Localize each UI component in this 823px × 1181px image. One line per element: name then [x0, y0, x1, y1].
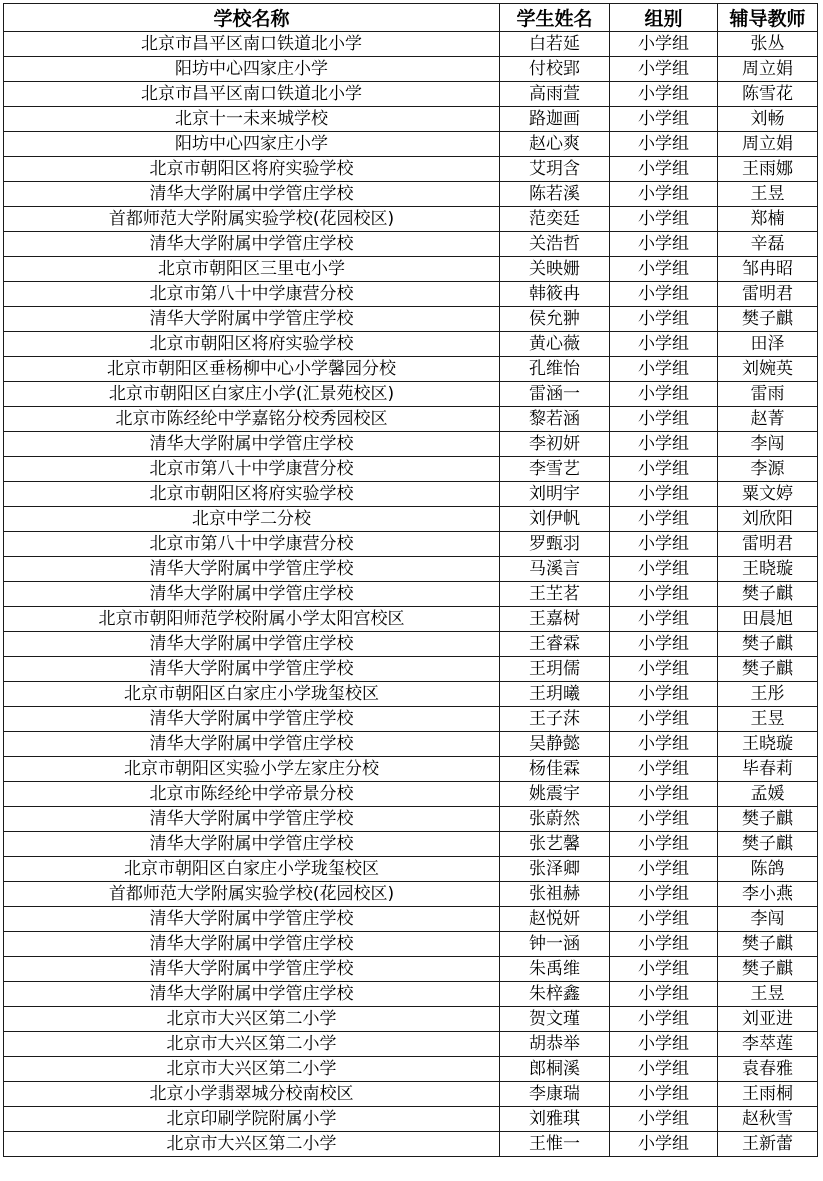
teacher-cell: 孟媛 [718, 782, 818, 807]
table-row [4, 832, 818, 857]
teacher-cell: 毕春莉 [718, 757, 818, 782]
table-row [4, 282, 818, 307]
teacher-cell: 王晓璇 [718, 557, 818, 582]
student-name-cell: 路迦画 [500, 107, 610, 132]
school-name-cell: 清华大学附属中学管庄学校 [4, 657, 500, 682]
school-name-cell: 北京市朝阳师范学校附属小学太阳宫校区 [4, 607, 500, 632]
student-name-cell: 雷涵一 [500, 382, 610, 407]
school-name-cell: 北京市昌平区南口铁道北小学 [4, 82, 500, 107]
table-row [4, 307, 818, 332]
student-name-cell: 赵心爽 [500, 132, 610, 157]
school-name-cell: 北京市陈经纶中学帝景分校 [4, 782, 500, 807]
table-row [4, 607, 818, 632]
teacher-cell: 樊子麒 [718, 307, 818, 332]
table-row [4, 757, 818, 782]
header-teacher: 辅导教师 [718, 4, 818, 32]
student-name-cell: 关浩哲 [500, 232, 610, 257]
school-name-cell: 北京中学二分校 [4, 507, 500, 532]
student-name-cell: 孔维怡 [500, 357, 610, 382]
header-student-name: 学生姓名 [500, 4, 610, 32]
teacher-cell: 粟文婷 [718, 482, 818, 507]
student-name-cell: 王惟一 [500, 1132, 610, 1157]
roster-table [3, 3, 818, 1157]
student-name-cell: 陈若溪 [500, 182, 610, 207]
student-name-cell: 杨佳霖 [500, 757, 610, 782]
school-name-cell: 北京市第八十中学康营分校 [4, 532, 500, 557]
group-cell: 小学组 [610, 1107, 718, 1132]
teacher-cell: 王彤 [718, 682, 818, 707]
teacher-cell: 刘畅 [718, 107, 818, 132]
table-row [4, 357, 818, 382]
school-name-cell: 北京市大兴区第二小学 [4, 1132, 500, 1157]
teacher-cell: 雷雨 [718, 382, 818, 407]
group-cell: 小学组 [610, 207, 718, 232]
group-cell: 小学组 [610, 707, 718, 732]
school-name-cell: 北京市朝阳区垂杨柳中心小学馨园分校 [4, 357, 500, 382]
group-cell: 小学组 [610, 482, 718, 507]
table-row [4, 107, 818, 132]
table-row [4, 807, 818, 832]
student-name-cell: 侯允翀 [500, 307, 610, 332]
school-name-cell: 北京市昌平区南口铁道北小学 [4, 32, 500, 57]
school-name-cell: 北京市朝阳区白家庄小学珑玺校区 [4, 682, 500, 707]
student-name-cell: 胡恭举 [500, 1032, 610, 1057]
group-cell: 小学组 [610, 532, 718, 557]
teacher-cell: 郑楠 [718, 207, 818, 232]
school-name-cell: 北京市陈经纶中学嘉铭分校秀园校区 [4, 407, 500, 432]
teacher-cell: 王昱 [718, 707, 818, 732]
school-name-cell: 北京市大兴区第二小学 [4, 1032, 500, 1057]
school-name-cell: 清华大学附属中学管庄学校 [4, 432, 500, 457]
student-name-cell: 钟一涵 [500, 932, 610, 957]
group-cell: 小学组 [610, 607, 718, 632]
group-cell: 小学组 [610, 932, 718, 957]
table-row [4, 682, 818, 707]
school-name-cell: 北京市朝阳区将府实验学校 [4, 332, 500, 357]
table-row [4, 882, 818, 907]
table-row [4, 332, 818, 357]
group-cell: 小学组 [610, 632, 718, 657]
school-name-cell: 北京市大兴区第二小学 [4, 1007, 500, 1032]
header-school-name: 学校名称 [4, 4, 500, 32]
group-cell: 小学组 [610, 82, 718, 107]
table-row [4, 1007, 818, 1032]
student-name-cell: 王子莯 [500, 707, 610, 732]
school-name-cell: 清华大学附属中学管庄学校 [4, 707, 500, 732]
student-name-cell: 罗甄羽 [500, 532, 610, 557]
student-name-cell: 艾玥含 [500, 157, 610, 182]
table-row [4, 507, 818, 532]
teacher-cell: 陈鸽 [718, 857, 818, 882]
student-name-cell: 马溪言 [500, 557, 610, 582]
teacher-cell: 雷明君 [718, 282, 818, 307]
school-name-cell: 清华大学附属中学管庄学校 [4, 907, 500, 932]
school-name-cell: 北京市第八十中学康营分校 [4, 282, 500, 307]
group-cell: 小学组 [610, 832, 718, 857]
student-name-cell: 李康瑞 [500, 1082, 610, 1107]
teacher-cell: 李闯 [718, 432, 818, 457]
student-name-cell: 赵悦妍 [500, 907, 610, 932]
school-name-cell: 阳坊中心四家庄小学 [4, 57, 500, 82]
teacher-cell: 樊子麒 [718, 657, 818, 682]
teacher-cell: 刘亚进 [718, 1007, 818, 1032]
student-name-cell: 张艺馨 [500, 832, 610, 857]
school-name-cell: 清华大学附属中学管庄学校 [4, 807, 500, 832]
group-cell: 小学组 [610, 782, 718, 807]
group-cell: 小学组 [610, 757, 718, 782]
teacher-cell: 陈雪花 [718, 82, 818, 107]
teacher-cell: 邹冉昭 [718, 257, 818, 282]
group-cell: 小学组 [610, 57, 718, 82]
group-cell: 小学组 [610, 457, 718, 482]
school-name-cell: 北京市朝阳区实验小学左家庄分校 [4, 757, 500, 782]
group-cell: 小学组 [610, 807, 718, 832]
teacher-cell: 赵秋雪 [718, 1107, 818, 1132]
table-row [4, 32, 818, 57]
student-name-cell: 黎若涵 [500, 407, 610, 432]
student-name-cell: 贺文瑾 [500, 1007, 610, 1032]
student-name-cell: 李初妍 [500, 432, 610, 457]
group-cell: 小学组 [610, 1082, 718, 1107]
teacher-cell: 樊子麒 [718, 807, 818, 832]
table-row [4, 132, 818, 157]
group-cell: 小学组 [610, 957, 718, 982]
teacher-cell: 樊子麒 [718, 832, 818, 857]
table-row [4, 982, 818, 1007]
group-cell: 小学组 [610, 682, 718, 707]
school-name-cell: 清华大学附属中学管庄学校 [4, 732, 500, 757]
table-row [4, 157, 818, 182]
header-row [4, 4, 818, 32]
student-name-cell: 韩筱冉 [500, 282, 610, 307]
table-row [4, 1132, 818, 1157]
teacher-cell: 李萃莲 [718, 1032, 818, 1057]
teacher-cell: 刘欣阳 [718, 507, 818, 532]
teacher-cell: 周立娟 [718, 132, 818, 157]
group-cell: 小学组 [610, 1007, 718, 1032]
group-cell: 小学组 [610, 32, 718, 57]
school-name-cell: 清华大学附属中学管庄学校 [4, 582, 500, 607]
student-name-cell: 吴静懿 [500, 732, 610, 757]
student-name-cell: 张泽卿 [500, 857, 610, 882]
table-row [4, 532, 818, 557]
group-cell: 小学组 [610, 982, 718, 1007]
student-name-cell: 刘伊帆 [500, 507, 610, 532]
table-body [4, 32, 818, 1157]
table-row [4, 907, 818, 932]
table-row [4, 582, 818, 607]
group-cell: 小学组 [610, 907, 718, 932]
table-row [4, 182, 818, 207]
teacher-cell: 王晓璇 [718, 732, 818, 757]
group-cell: 小学组 [610, 557, 718, 582]
school-name-cell: 北京小学翡翠城分校南校区 [4, 1082, 500, 1107]
school-name-cell: 清华大学附属中学管庄学校 [4, 932, 500, 957]
teacher-cell: 田泽 [718, 332, 818, 357]
school-name-cell: 清华大学附属中学管庄学校 [4, 307, 500, 332]
group-cell: 小学组 [610, 107, 718, 132]
school-name-cell: 首都师范大学附属实验学校(花园校区) [4, 882, 500, 907]
teacher-cell: 樊子麒 [718, 582, 818, 607]
teacher-cell: 李小燕 [718, 882, 818, 907]
teacher-cell: 刘婉英 [718, 357, 818, 382]
student-name-cell: 范奕廷 [500, 207, 610, 232]
student-name-cell: 王睿霖 [500, 632, 610, 657]
table-row [4, 257, 818, 282]
student-name-cell: 朱梓鑫 [500, 982, 610, 1007]
group-cell: 小学组 [610, 882, 718, 907]
group-cell: 小学组 [610, 657, 718, 682]
table-row [4, 207, 818, 232]
school-name-cell: 清华大学附属中学管庄学校 [4, 957, 500, 982]
school-name-cell: 清华大学附属中学管庄学校 [4, 232, 500, 257]
school-name-cell: 北京市朝阳区白家庄小学(汇景苑校区) [4, 382, 500, 407]
table-row [4, 457, 818, 482]
school-name-cell: 北京市朝阳区将府实验学校 [4, 157, 500, 182]
table-row [4, 732, 818, 757]
table-row [4, 782, 818, 807]
teacher-cell: 王雨桐 [718, 1082, 818, 1107]
table-row [4, 707, 818, 732]
student-name-cell: 李雪艺 [500, 457, 610, 482]
student-name-cell: 王嘉树 [500, 607, 610, 632]
group-cell: 小学组 [610, 1057, 718, 1082]
group-cell: 小学组 [610, 257, 718, 282]
group-cell: 小学组 [610, 357, 718, 382]
teacher-cell: 王昱 [718, 182, 818, 207]
teacher-cell: 王新蕾 [718, 1132, 818, 1157]
student-name-cell: 黄心薇 [500, 332, 610, 357]
teacher-cell: 樊子麒 [718, 957, 818, 982]
table-row [4, 657, 818, 682]
teacher-cell: 田晨旭 [718, 607, 818, 632]
group-cell: 小学组 [610, 857, 718, 882]
student-name-cell: 付校郢 [500, 57, 610, 82]
header-group: 组别 [610, 4, 718, 32]
group-cell: 小学组 [610, 1032, 718, 1057]
group-cell: 小学组 [610, 307, 718, 332]
teacher-cell: 辛磊 [718, 232, 818, 257]
student-name-cell: 高雨萱 [500, 82, 610, 107]
table-row [4, 1057, 818, 1082]
table-row [4, 82, 818, 107]
group-cell: 小学组 [610, 1132, 718, 1157]
school-name-cell: 北京市朝阳区白家庄小学珑玺校区 [4, 857, 500, 882]
teacher-cell: 雷明君 [718, 532, 818, 557]
table-row [4, 382, 818, 407]
teacher-cell: 李闯 [718, 907, 818, 932]
student-name-cell: 张祖赫 [500, 882, 610, 907]
school-name-cell: 北京十一未来城学校 [4, 107, 500, 132]
table-row [4, 557, 818, 582]
table-header [4, 4, 818, 32]
student-name-cell: 刘雅琪 [500, 1107, 610, 1132]
group-cell: 小学组 [610, 232, 718, 257]
teacher-cell: 王昱 [718, 982, 818, 1007]
group-cell: 小学组 [610, 382, 718, 407]
student-name-cell: 郎桐溪 [500, 1057, 610, 1082]
group-cell: 小学组 [610, 407, 718, 432]
school-name-cell: 北京市第八十中学康营分校 [4, 457, 500, 482]
group-cell: 小学组 [610, 582, 718, 607]
student-name-cell: 朱禹维 [500, 957, 610, 982]
table-row [4, 957, 818, 982]
table-row [4, 57, 818, 82]
student-name-cell: 关映姗 [500, 257, 610, 282]
teacher-cell: 樊子麒 [718, 632, 818, 657]
table-row [4, 932, 818, 957]
teacher-cell: 李源 [718, 457, 818, 482]
student-name-cell: 白若延 [500, 32, 610, 57]
school-name-cell: 清华大学附属中学管庄学校 [4, 982, 500, 1007]
school-name-cell: 北京市朝阳区三里屯小学 [4, 257, 500, 282]
student-name-cell: 张蔚然 [500, 807, 610, 832]
teacher-cell: 袁春雅 [718, 1057, 818, 1082]
group-cell: 小学组 [610, 182, 718, 207]
student-name-cell: 王玥曦 [500, 682, 610, 707]
school-name-cell: 清华大学附属中学管庄学校 [4, 632, 500, 657]
table-row [4, 432, 818, 457]
group-cell: 小学组 [610, 132, 718, 157]
table-row [4, 232, 818, 257]
table-row [4, 482, 818, 507]
student-name-cell: 王玥儒 [500, 657, 610, 682]
school-name-cell: 北京印刷学院附属小学 [4, 1107, 500, 1132]
table-row [4, 407, 818, 432]
school-name-cell: 清华大学附属中学管庄学校 [4, 557, 500, 582]
school-name-cell: 北京市大兴区第二小学 [4, 1057, 500, 1082]
teacher-cell: 王雨娜 [718, 157, 818, 182]
school-name-cell: 清华大学附属中学管庄学校 [4, 182, 500, 207]
group-cell: 小学组 [610, 332, 718, 357]
group-cell: 小学组 [610, 432, 718, 457]
group-cell: 小学组 [610, 732, 718, 757]
school-name-cell: 首都师范大学附属实验学校(花园校区) [4, 207, 500, 232]
student-name-cell: 刘明宇 [500, 482, 610, 507]
group-cell: 小学组 [610, 157, 718, 182]
teacher-cell: 赵菁 [718, 407, 818, 432]
table-row [4, 632, 818, 657]
teacher-cell: 周立娟 [718, 57, 818, 82]
school-name-cell: 清华大学附属中学管庄学校 [4, 832, 500, 857]
student-name-cell: 姚震宇 [500, 782, 610, 807]
table-row [4, 1082, 818, 1107]
group-cell: 小学组 [610, 507, 718, 532]
teacher-cell: 张丛 [718, 32, 818, 57]
student-name-cell: 王芏茗 [500, 582, 610, 607]
table-row [4, 857, 818, 882]
table-row [4, 1032, 818, 1057]
school-name-cell: 阳坊中心四家庄小学 [4, 132, 500, 157]
table-row [4, 1107, 818, 1132]
teacher-cell: 樊子麒 [718, 932, 818, 957]
school-name-cell: 北京市朝阳区将府实验学校 [4, 482, 500, 507]
group-cell: 小学组 [610, 282, 718, 307]
